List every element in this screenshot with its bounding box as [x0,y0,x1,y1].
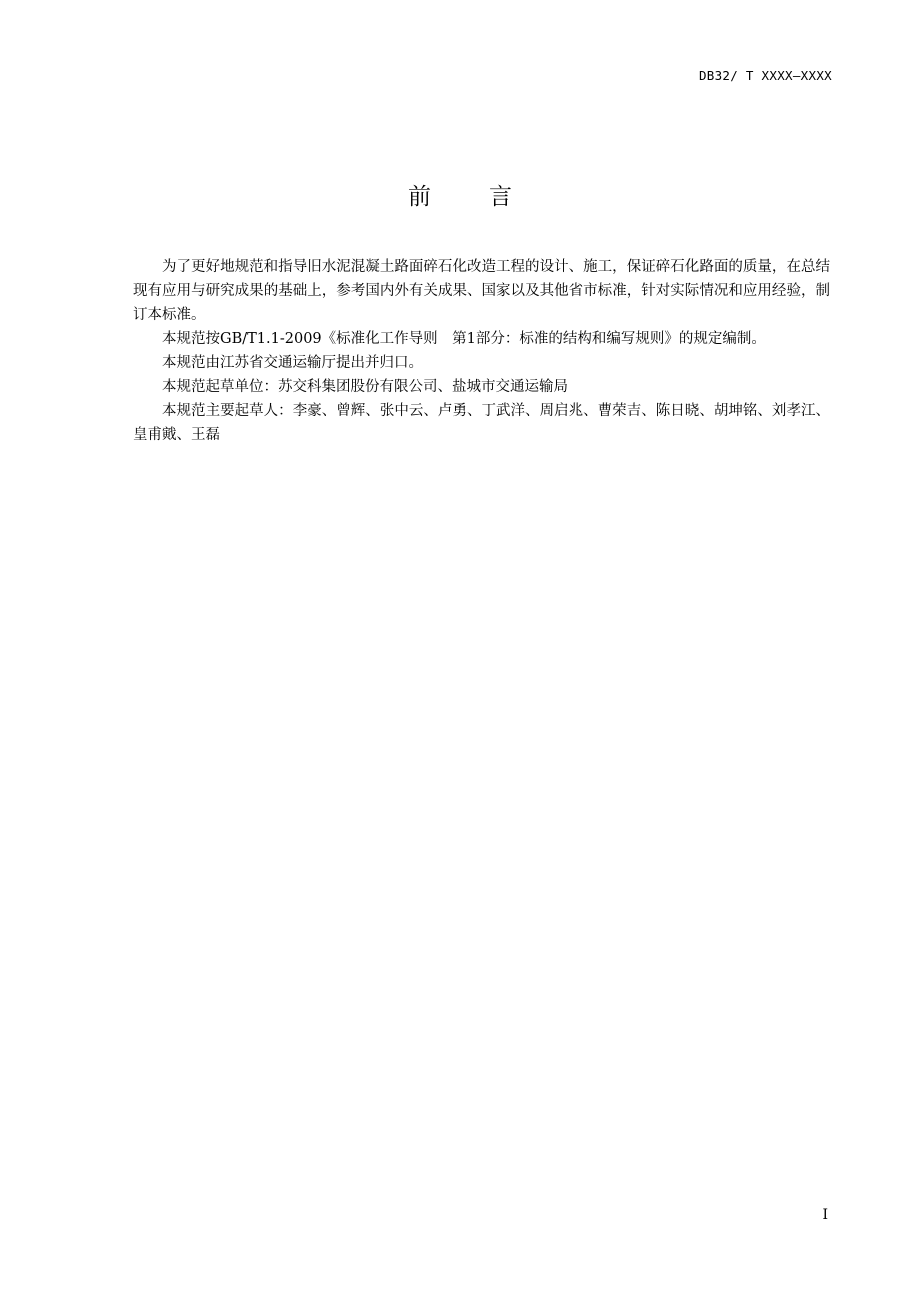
paragraph-drafters: 本规范主要起草人：李豪、曾辉、张中云、卢勇、丁武洋、周启兆、曹荣吉、陈日晓、胡坤铭、刘孝江、皇甫戭、王磊 [133,403,830,443]
page-number: I [822,1207,828,1223]
page-title: 前言 [408,184,570,210]
foreword-body [133,255,830,447]
paragraph-proposer: 本规范由江苏省交通运输厅提出并归口。 [162,355,423,371]
paragraph-purpose: 为了更好地规范和指导旧水泥混凝土路面碎石化改造工程的设计、施工，保证碎石化路面的质量，在总结现有应用与研究成果的基础上，参考国内外有关成果、国家以及其他省市标准，针对实际情况和应用经验，制订本标准。 [133,259,830,323]
standard-code: DB32/ T XXXX—XXXX [698,68,832,83]
paragraph-drafting-units: 本规范起草单位：苏交科集团股份有限公司、盐城市交通运输局 [162,379,568,395]
paragraph-drafting-rules: 本规范按GB/T1.1-2009《标准化工作导则 第1部分：标准的结构和编写规则》的规定编制。 [162,331,766,347]
